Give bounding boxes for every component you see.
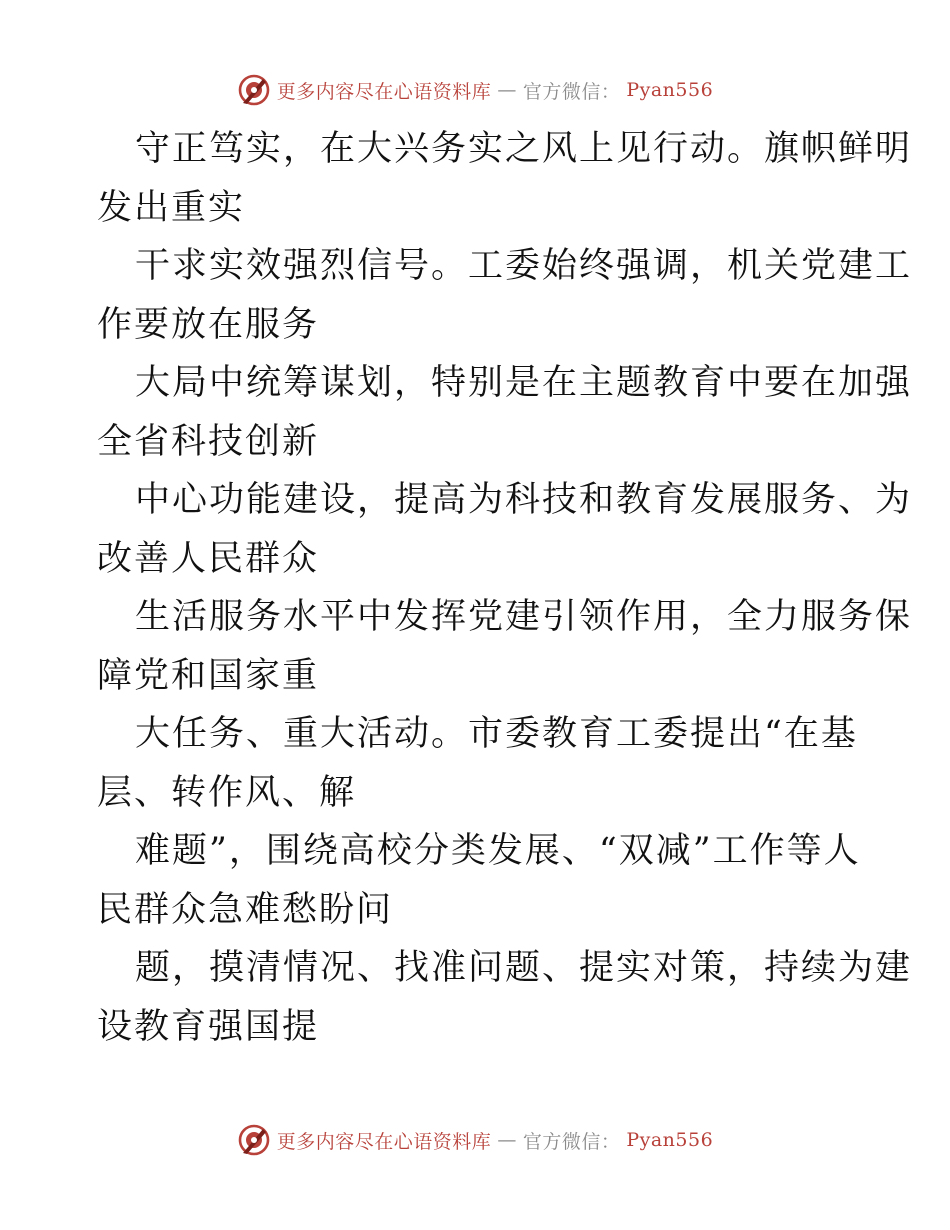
paragraph-line: 干求实效强烈信号。工委始终强调，机关党建工 bbox=[135, 246, 913, 286]
paragraph-line: 守正笃实，在大兴务实之风上见行动。旗帜鲜明 bbox=[135, 129, 913, 169]
paragraph-line: 中心功能建设，提高为科技和教育发展服务、为 bbox=[135, 480, 913, 520]
document-body bbox=[97, 120, 913, 1056]
watermark-wechat-label: 官方微信： bbox=[522, 1130, 621, 1153]
quill-seal-icon bbox=[237, 73, 271, 107]
watermark-dash: — bbox=[497, 1129, 517, 1151]
footer-watermark bbox=[0, 1120, 950, 1160]
paragraph-line: 改善人民群众 bbox=[97, 538, 320, 579]
paragraph bbox=[97, 588, 913, 705]
paragraph bbox=[97, 705, 857, 822]
paragraph-line: 障党和国家重 bbox=[97, 655, 320, 696]
header-watermark bbox=[0, 70, 950, 110]
paragraph-line: 层、转作风、解 bbox=[97, 772, 357, 813]
paragraph-line: 发出重实 bbox=[97, 187, 246, 228]
paragraph bbox=[97, 822, 861, 939]
quill-seal-icon bbox=[237, 1123, 271, 1157]
watermark-wechat-label: 官方微信： bbox=[522, 80, 621, 103]
paragraph-line: 作要放在服务 bbox=[97, 304, 320, 345]
paragraph-line: 民群众急难愁盼问 bbox=[97, 889, 394, 930]
paragraph-line: 难题”，围绕高校分类发展、“双减”工作等人 bbox=[135, 831, 861, 871]
paragraph bbox=[97, 939, 913, 1056]
watermark-wechat-id: Pyan556 bbox=[626, 1129, 714, 1151]
watermark-dash: — bbox=[497, 79, 517, 101]
paragraph bbox=[97, 120, 913, 237]
paragraph bbox=[97, 237, 913, 354]
watermark-slogan: 更多内容尽在心语资料库 bbox=[276, 1130, 492, 1153]
paragraph bbox=[97, 354, 913, 471]
paragraph bbox=[97, 471, 913, 588]
paragraph-line: 大任务、重大活动。市委教育工委提出“在基 bbox=[135, 714, 858, 754]
paragraph-line: 全省科技创新 bbox=[97, 421, 320, 462]
paragraph-line: 大局中统筹谋划，特别是在主题教育中要在加强 bbox=[135, 363, 913, 403]
paragraph-line: 题，摸清情况、找准问题、提实对策，持续为建 bbox=[135, 948, 913, 988]
paragraph-line: 生活服务水平中发挥党建引领作用，全力服务保 bbox=[135, 597, 913, 637]
paragraph-line: 设教育强国提 bbox=[97, 1006, 320, 1047]
watermark-wechat-id: Pyan556 bbox=[626, 79, 714, 101]
watermark-slogan: 更多内容尽在心语资料库 bbox=[276, 80, 492, 103]
